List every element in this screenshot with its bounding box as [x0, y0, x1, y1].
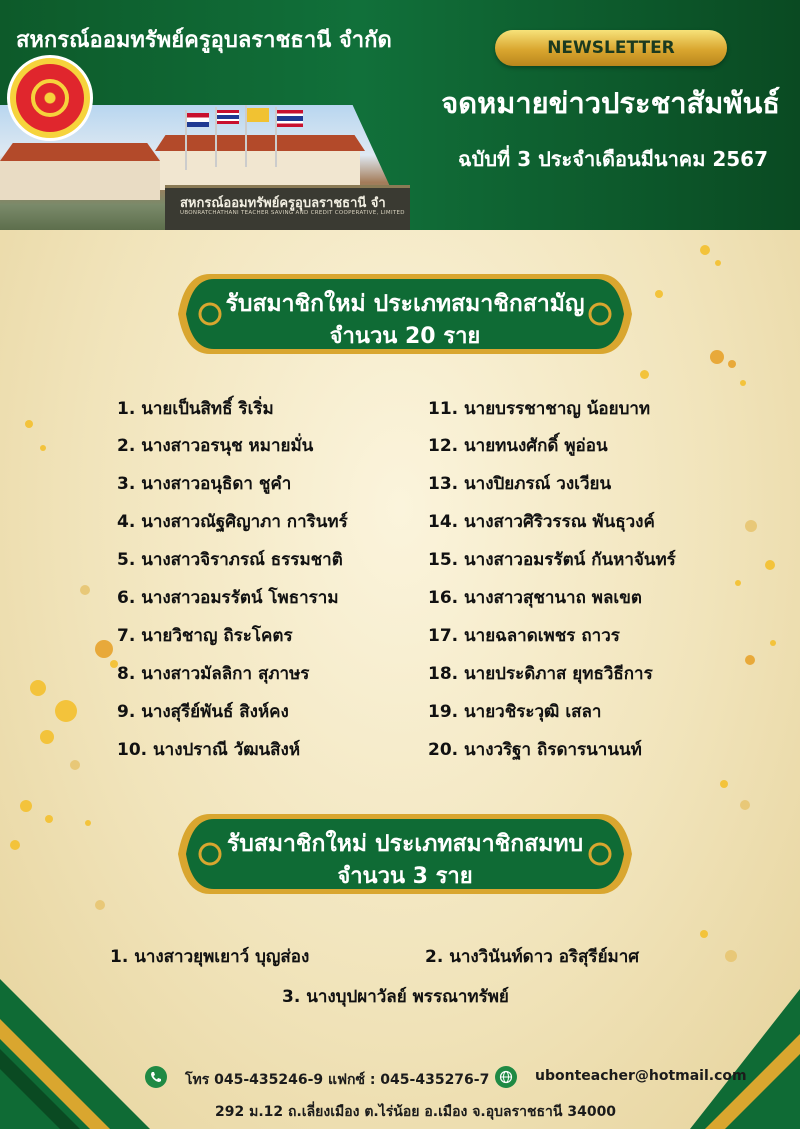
- globe-icon: [495, 1066, 517, 1088]
- phone-icon: [145, 1066, 167, 1088]
- list-item: 1. นางสาวยุพเยาว์ บุญส่อง: [110, 947, 310, 967]
- dharma-wheel-icon: [31, 79, 69, 117]
- list-item: 14. นางสาวศิริวรรณ พันธุวงค์: [428, 512, 655, 532]
- newsletter-badge: NEWSLETTER: [495, 30, 727, 66]
- signboard-text: สหกรณ์ออมทรัพย์ครูอุบลราชธานี จำ: [180, 196, 386, 211]
- list-item: 20. นางวริฐา ถิรดารนานนท์: [428, 740, 642, 760]
- issue-info: ฉบับที่ 3 ประจำเดือนมีนาคม 2567: [458, 147, 768, 171]
- header-banner: [0, 0, 800, 230]
- list-item: 4. นางสาวณัฐศิญาภา การินทร์: [117, 512, 348, 532]
- section-banner-regular: [170, 270, 640, 358]
- list-item: 6. นางสาวอมรรัตน์ โพธาราม: [117, 588, 339, 608]
- list-item: 10. นางปราณี วัฒนสิงห์: [117, 740, 301, 760]
- section2-count: จำนวน 3 ราย: [337, 864, 473, 889]
- list-item: 18. นายประดิภาส ยุทธวิธีการ: [428, 664, 653, 684]
- email-text: ubonteacher@hotmail.com: [535, 1068, 747, 1084]
- phone-fax-text: โทร 045-435246-9 แฟกซ์ : 045-435276-7: [185, 1072, 490, 1088]
- cooperative-logo: [7, 55, 93, 141]
- list-item: 9. นางสุรีย์พันธ์ สิงห์คง: [117, 702, 289, 722]
- list-item: 16. นางสาวสุชานาถ พลเขต: [428, 588, 642, 608]
- list-item: 15. นางสาวอมรรัตน์ กันหาจันทร์: [428, 550, 676, 570]
- page-title: จดหมายข่าวประชาสัมพันธ์: [441, 86, 780, 120]
- list-item: 1. นายเป็นสิทธิ์ ริเริ่ม: [117, 399, 274, 419]
- address-text: 292 ม.12 ถ.เลี่ยงเมือง ต.ไร่น้อย อ.เมือง จ.อุบลราชธานี 34000: [215, 1104, 617, 1120]
- section2-title: รับสมาชิกใหม่ ประเภทสมาชิกสมทบ: [226, 831, 584, 857]
- list-item: 7. นายวิชาญ ถิระโคตร: [117, 626, 293, 646]
- list-item: 11. นายบรรชาชาญ น้อยบาท: [428, 399, 651, 419]
- list-item: 5. นางสาวจิราภรณ์ ธรรมชาติ: [117, 550, 343, 570]
- list-item: 2. นางสาวอรนุช หมายมั่น: [117, 436, 314, 456]
- footer-left-decoration: [0, 949, 150, 1129]
- list-item: 12. นายทนงศักดิ์ พูอ่อน: [428, 436, 608, 456]
- organization-name: สหกรณ์ออมทรัพย์ครูอุบลราชธานี จำกัด: [16, 28, 392, 53]
- list-item: 19. นายวชิระวุฒิ เสลา: [428, 702, 602, 722]
- signboard-subtext: UBONRATCHATHANI TEACHER SAVING AND CREDIT COOPERATIVE, LIMITED: [180, 210, 405, 216]
- section1-title: รับสมาชิกใหม่ ประเภทสมาชิกสามัญ: [225, 291, 585, 317]
- list-item: 17. นายฉลาดเพชร ถาวร: [428, 626, 620, 646]
- list-item: 2. นางวินันท์ดาว อริสุรีย์มาศ: [425, 947, 640, 967]
- list-item: 8. นางสาวมัลลิกา สุภาษร: [117, 664, 310, 684]
- list-item: 13. นางปิยภรณ์ วงเวียน: [428, 474, 612, 494]
- list-item: 3. นางบุปผาวัลย์ พรรณาทรัพย์: [282, 987, 509, 1007]
- list-item: 3. นางสาวอนุธิดา ชูคำ: [117, 474, 292, 494]
- section-banner-associate: [170, 810, 640, 898]
- footer-right-decoration: [690, 979, 800, 1129]
- section1-count: จำนวน 20 ราย: [329, 324, 481, 349]
